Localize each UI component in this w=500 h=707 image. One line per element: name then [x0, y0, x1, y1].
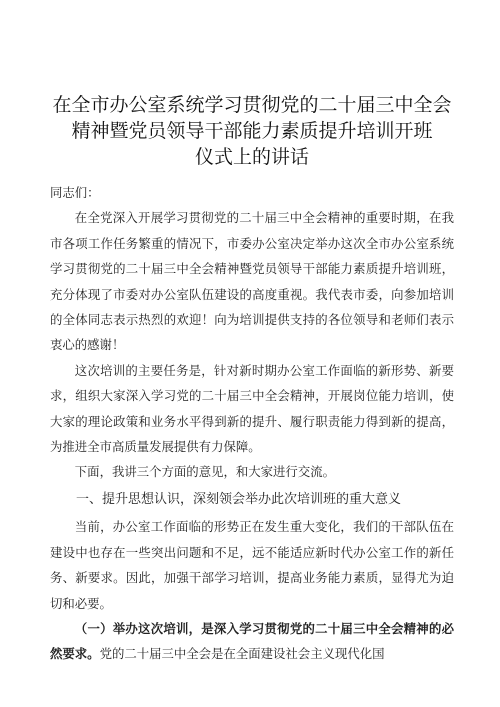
subsection-text-1: 党的二十届三中全会是在全面建设社会主义现代化国: [99, 646, 385, 662]
title-line-3: 仪式上的讲话: [194, 146, 309, 168]
title-line-1: 在全市办公室系统学习贯彻党的二十届三中全会: [52, 94, 452, 116]
subsection-heading-1: （一）举办这次培训，是深入学习贯彻党的二十届三中全会精神的必然要求。: [50, 620, 454, 662]
paragraph-transition: 下面，我讲三个方面的意见，和大家进行交流。: [74, 464, 335, 480]
title-line-2: 精神暨党员领导干部能力素质提升培训开班: [71, 120, 433, 142]
salutation: 同志们：: [50, 185, 100, 200]
speech-body: [50, 180, 454, 667]
paragraph-task: 这次培训的主要任务是，针对新时期办公室工作面临的新形势、新要求，组织大家深入学习党的二十届三中全会精神，开展岗位能力培训，使大家的理论政策和业务水平得到新的提升、履行职责能力得到新的提高，为推进全市高质量发展提供有力保障。: [50, 362, 454, 455]
speech-title: [50, 92, 454, 170]
section-heading-1: 一、提升思想认识，深刻领会举办此次培训班的重大意义: [76, 491, 402, 507]
paragraph-subsection-1: [50, 616, 454, 667]
paragraph-situation: 当前，办公室工作面临的形势正在发生重大变化，我们的干部队伍在建设中也存在一些突出问题和不足，远不能适应新时代办公室工作的新任务、新要求。因此，加强干部学习培训，提高业务能力素质，显得尤为迫切和必要。: [50, 519, 454, 611]
paragraph-opening: 在全党深入开展学习贯彻党的二十届三中全会精神的重要时期，在我市各项工作任务繁重的情况下，市委办公室决定举办这次全市办公室系统学习贯彻党的二十届三中全会精神暨党员领导干部能力素质提升培训班，充分体现了市委对办公室队伍建设的高度重视。我代表市委，向参加培训的全体同志表示热烈的欢迎！向为培训提供支持的各位领导和老师们表示衷心的感谢！: [50, 210, 454, 353]
